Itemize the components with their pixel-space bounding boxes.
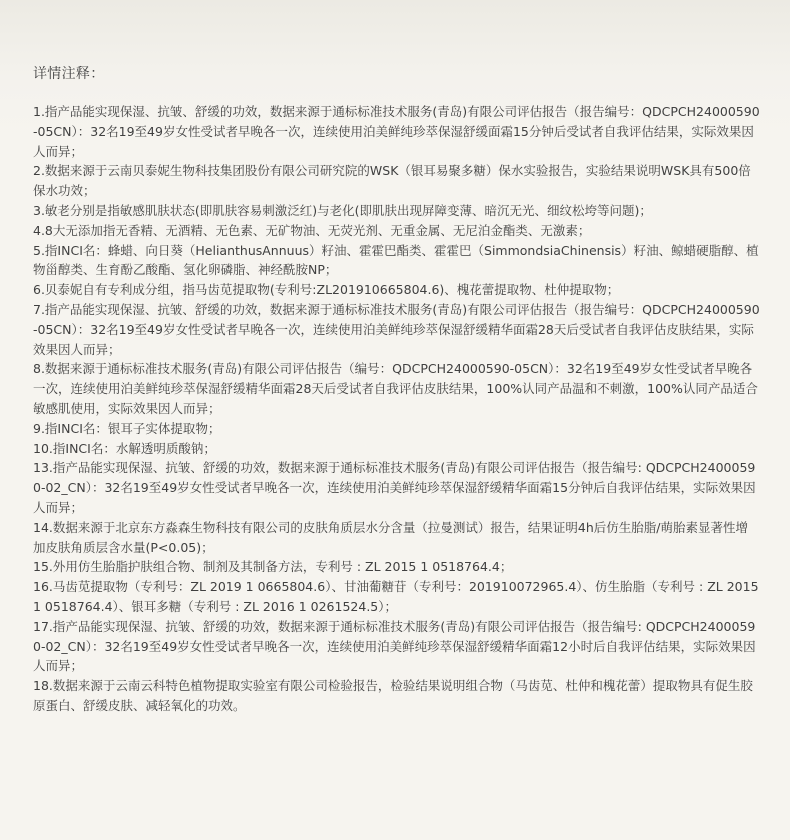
note-item: 8.数据来源于通标标准技术服务(青岛)有限公司评估报告（编号：QDCPCH24000590-05CN）：32名19至49岁女性受试者早晚各一次，连续使用泊美鲜纯珍萃保湿舒缓精华面霜28天后受试者自我评估皮肤结果，100%认同产品温和不刺激，100%认同产品适合敏感肌使用，实际效果因人而异； [33,361,758,416]
note-item: 13.指产品能实现保湿、抗皱、舒缓的功效，数据来源于通标标准技术服务(青岛)有限公司评估报告（报告编号: QDCPCH24000590-02_CN）：32名19至49岁女性受试者早晚各一次，连续使用泊美鲜纯珍萃保湿舒缓精华面霜15分钟后自我评估结果，实际效果因人而异； [33,460,756,515]
note-item: 3.敏老分别是指敏感肌肤状态(即肌肤容易刺激泛红)与老化(即肌肤出现屏障变薄、暗沉无光、细纹松垮等问题)； [33,202,652,218]
note-item: 1.指产品能实现保湿、抗皱、舒缓的功效，数据来源于通标标准技术服务(青岛)有限公司评估报告（报告编号：QDCPCH24000590-05CN）：32名19至49岁女性受试者早晚各一次，连续使用泊美鲜纯珍萃保湿舒缓面霜15分钟后受试者自我评估结果，实际效果因人而异； [33,104,760,159]
notes-content [33,64,760,716]
note-item: 7.指产品能实现保湿、抗皱、舒缓的功效，数据来源于通标标准技术服务(青岛)有限公司评估报告（报告编号：QDCPCH24000590-05CN）：32名19至49岁女性受试者早晚各一次，连续使用泊美鲜纯珍萃保湿舒缓精华面霜28天后受试者自我评估皮肤结果，实际效果因人而异； [33,301,760,357]
note-item: 2.数据来源于云南贝泰妮生物科技集团股份有限公司研究院的WSK（银耳易聚多糖）保水实验报告，实验结果说明WSK具有500倍保水功效； [33,163,751,199]
note-item: 6.贝泰妮自有专利成分组，指马齿苋提取物(专利号:ZL201910665804.6)、槐花蕾提取物、杜仲提取物； [33,282,620,298]
note-item: 17.指产品能实现保湿、抗皱、舒缓的功效，数据来源于通标标准技术服务(青岛)有限公司评估报告（报告编号: QDCPCH24000590-02_CN）：32名19至49岁女性受试者早晚各一次，连续使用泊美鲜纯珍萃保湿舒缓精华面霜12小时后自我评估结果，实际效果因人而异； [33,618,756,674]
note-item: 15.外用仿生胎脂护肤组合物、制剂及其制备方法，专利号 : ZL 2015 1 0518764.4； [33,559,513,575]
note-item: 5.指INCI名：蜂蜡、向日葵（HelianthusAnnuus）籽油、霍霍巴酯类、霍霍巴（SimmondsiaChinensis）籽油、鲸蜡硬脂醇、植物甾醇类、生育酚乙酸酯、氢化卵磷脂、神经酰胺NP； [33,242,759,278]
note-item: 10.指INCI名：水解透明质酸钠； [33,440,216,456]
notes-list [33,102,760,716]
note-item: 16.马齿苋提取物（专利号：ZL 2019 1 0665804.6）、甘油葡糖苷（专利号：201910072965.4）、仿生胎脂（专利号 : ZL 2015 1 0518764.4）、银耳多糖（专利号 : ZL 2016 1 0261524.5）； [33,579,759,614]
note-item: 4.8大无添加指无香精、无酒精、无色素、无矿物油、无荧光剂、无重金属、无尼泊金酯类、无激素； [33,222,591,238]
note-item: 9.指INCI名：银耳子实体提取物； [33,420,221,436]
note-item: 18.数据来源于云南云科特色植物提取实验室有限公司检验报告，检验结果说明组合物（马齿苋、杜仲和槐花蕾）提取物具有促生胶原蛋白、舒缓皮肤、减轻氧化的功效。 [33,678,753,713]
notes-heading: 详情注释： [33,66,105,82]
note-item: 14.数据来源于北京东方淼森生物科技有限公司的皮肤角质层水分含量（拉曼测试）报告，结果证明4h后仿生胎脂/萌胎素显著性增加皮肤角质层含水量(P<0.05)； [33,519,748,555]
